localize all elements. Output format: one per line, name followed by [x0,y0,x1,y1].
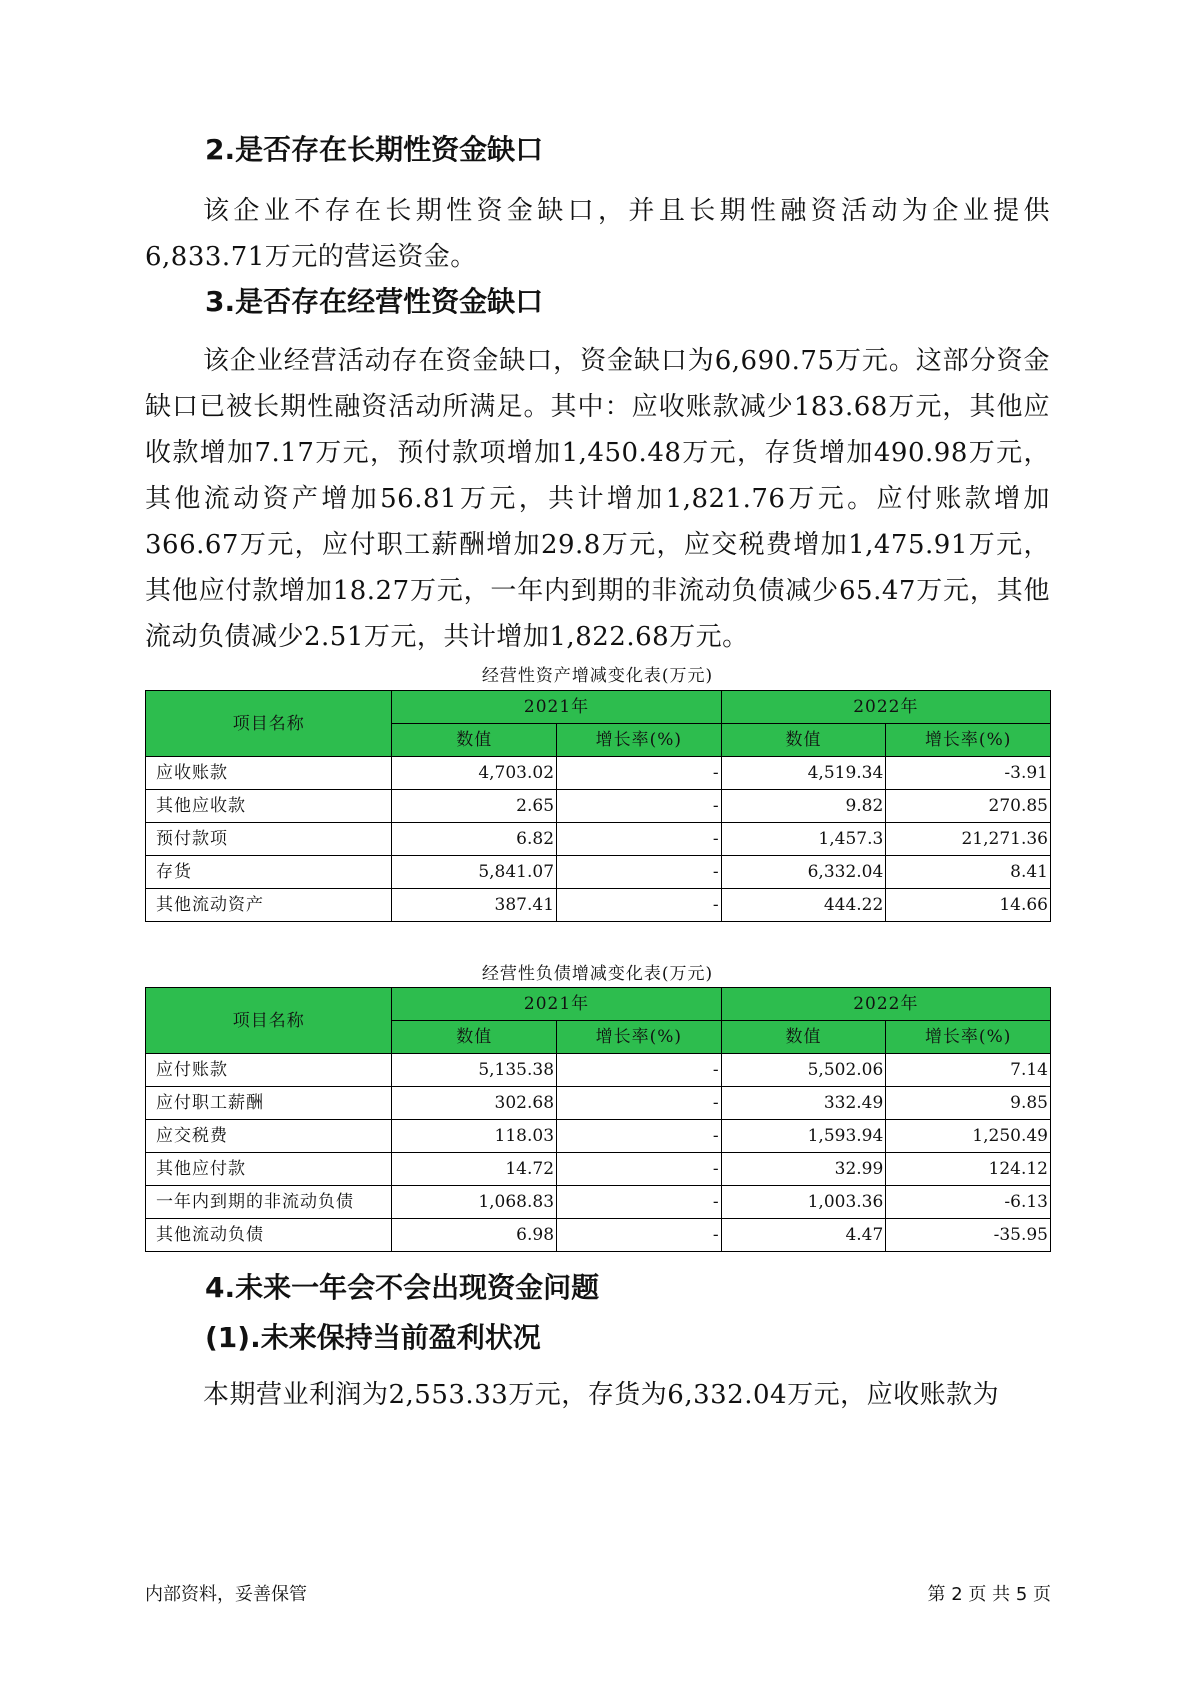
row-value-2022: 6,332.04 [721,856,886,889]
row-value-2021: 387.41 [392,889,557,922]
row-value-2022: 332.49 [721,1087,886,1120]
row-rate-2021: - [557,1219,722,1252]
table-row [146,757,1051,790]
section-4-heading: 4.未来一年会不会出现资金问题 [205,1271,600,1304]
row-value-2021: 5,841.07 [392,856,557,889]
assets-table [145,690,1051,922]
table-row [146,1054,1051,1087]
header-value-2021: 数值 [392,724,557,757]
row-rate-2022: 1,250.49 [886,1120,1051,1153]
row-value-2021: 302.68 [392,1087,557,1120]
row-rate-2021: - [557,1186,722,1219]
table-row [146,889,1051,922]
row-item-name: 其他流动负债 [146,1219,392,1252]
row-rate-2021: - [557,889,722,922]
row-rate-2022: 14.66 [886,889,1051,922]
table-header-row [146,988,1051,1021]
header-year-2021: 2021年 [392,988,721,1021]
row-item-name: 一年内到期的非流动负债 [146,1186,392,1219]
row-value-2022: 4.47 [721,1219,886,1252]
section-2-heading: 2.是否存在长期性资金缺口 [205,133,544,166]
row-value-2022: 1,003.36 [721,1186,886,1219]
row-rate-2022: -3.91 [886,757,1051,790]
row-value-2021: 118.03 [392,1120,557,1153]
header-item-name: 项目名称 [146,988,392,1054]
row-item-name: 其他应收款 [146,790,392,823]
row-value-2021: 5,135.38 [392,1054,557,1087]
header-rate-2022: 增长率(%) [886,1021,1051,1054]
row-item-name: 应付账款 [146,1054,392,1087]
row-item-name: 应交税费 [146,1120,392,1153]
row-value-2021: 14.72 [392,1153,557,1186]
table-row [146,1087,1051,1120]
header-value-2021: 数值 [392,1021,557,1054]
row-rate-2022: 8.41 [886,856,1051,889]
header-year-2022: 2022年 [721,988,1050,1021]
row-item-name: 应付职工薪酬 [146,1087,392,1120]
row-rate-2021: - [557,1054,722,1087]
row-rate-2021: - [557,757,722,790]
header-year-2022: 2022年 [721,691,1050,724]
row-rate-2021: - [557,856,722,889]
row-rate-2021: - [557,1153,722,1186]
header-value-2022: 数值 [721,1021,886,1054]
header-rate-2021: 增长率(%) [557,724,722,757]
row-value-2021: 6.98 [392,1219,557,1252]
row-rate-2021: - [557,790,722,823]
row-value-2022: 1,457.3 [721,823,886,856]
section-4-paragraph: 本期营业利润为2,553.33万元，存货为6,332.04万元，应收账款为 [203,1380,1000,1410]
table-row [146,790,1051,823]
table-row [146,1153,1051,1186]
footer-page-number: 第 2 页 共 5 页 [927,1584,1051,1605]
row-item-name: 其他应付款 [146,1153,392,1186]
row-value-2021: 2.65 [392,790,557,823]
row-value-2022: 1,593.94 [721,1120,886,1153]
row-value-2021: 1,068.83 [392,1186,557,1219]
section-3-heading: 3.是否存在经营性资金缺口 [205,285,544,318]
row-rate-2022: -35.95 [886,1219,1051,1252]
row-item-name: 其他流动资产 [146,889,392,922]
row-value-2022: 4,519.34 [721,757,886,790]
row-value-2022: 9.82 [721,790,886,823]
header-rate-2022: 增长率(%) [886,724,1051,757]
row-rate-2021: - [557,823,722,856]
assets-table-caption: 经营性资产增减变化表(万元) [481,666,714,686]
section-2-paragraph: 该企业不存在长期性资金缺口，并且长期性融资活动为企业提供6,833.71万元的营运资金。 [145,196,1050,272]
footer-confidential-note: 内部资料，妥善保管 [145,1584,307,1605]
row-rate-2022: 9.85 [886,1087,1051,1120]
row-value-2022: 444.22 [721,889,886,922]
header-rate-2021: 增长率(%) [557,1021,722,1054]
section-3-paragraph: 该企业经营活动存在资金缺口，资金缺口为6,690.75万元。这部分资金缺口已被长期性融资活动所满足。其中：应收账款减少183.68万元，其他应收款增加7.17万元，预付款项增加1,450.48万元，存货增加490.98万元，其他流动资产增加56.81万元，共计增加1,821.76万元。应付账款增加366.67万元，应付职工薪酬增加29.8万元，应交税费增加1,475.91万元，其他应付款增加18.27万元，一年内到期的非流动负债减少65.47万元，其他流动负债减少2.51万元，共计增加1,822.68万元。 [145,346,1050,652]
row-rate-2022: 124.12 [886,1153,1051,1186]
header-item-name: 项目名称 [146,691,392,757]
row-item-name: 预付款项 [146,823,392,856]
header-value-2022: 数值 [721,724,886,757]
table-row [146,856,1051,889]
table-header-row [146,691,1051,724]
row-value-2022: 32.99 [721,1153,886,1186]
liabilities-table-caption: 经营性负债增减变化表(万元) [481,964,714,984]
liabilities-table [145,987,1051,1252]
row-value-2022: 5,502.06 [721,1054,886,1087]
row-rate-2022: 7.14 [886,1054,1051,1087]
header-year-2021: 2021年 [392,691,721,724]
table-row [146,1219,1051,1252]
row-rate-2022: 21,271.36 [886,823,1051,856]
row-value-2021: 4,703.02 [392,757,557,790]
table-row [146,823,1051,856]
row-item-name: 存货 [146,856,392,889]
section-4-subheading: (1).未来保持当前盈利状况 [205,1321,541,1354]
row-item-name: 应收账款 [146,757,392,790]
table-row [146,1120,1051,1153]
row-rate-2022: -6.13 [886,1186,1051,1219]
row-value-2021: 6.82 [392,823,557,856]
row-rate-2022: 270.85 [886,790,1051,823]
table-row [146,1186,1051,1219]
row-rate-2021: - [557,1087,722,1120]
row-rate-2021: - [557,1120,722,1153]
